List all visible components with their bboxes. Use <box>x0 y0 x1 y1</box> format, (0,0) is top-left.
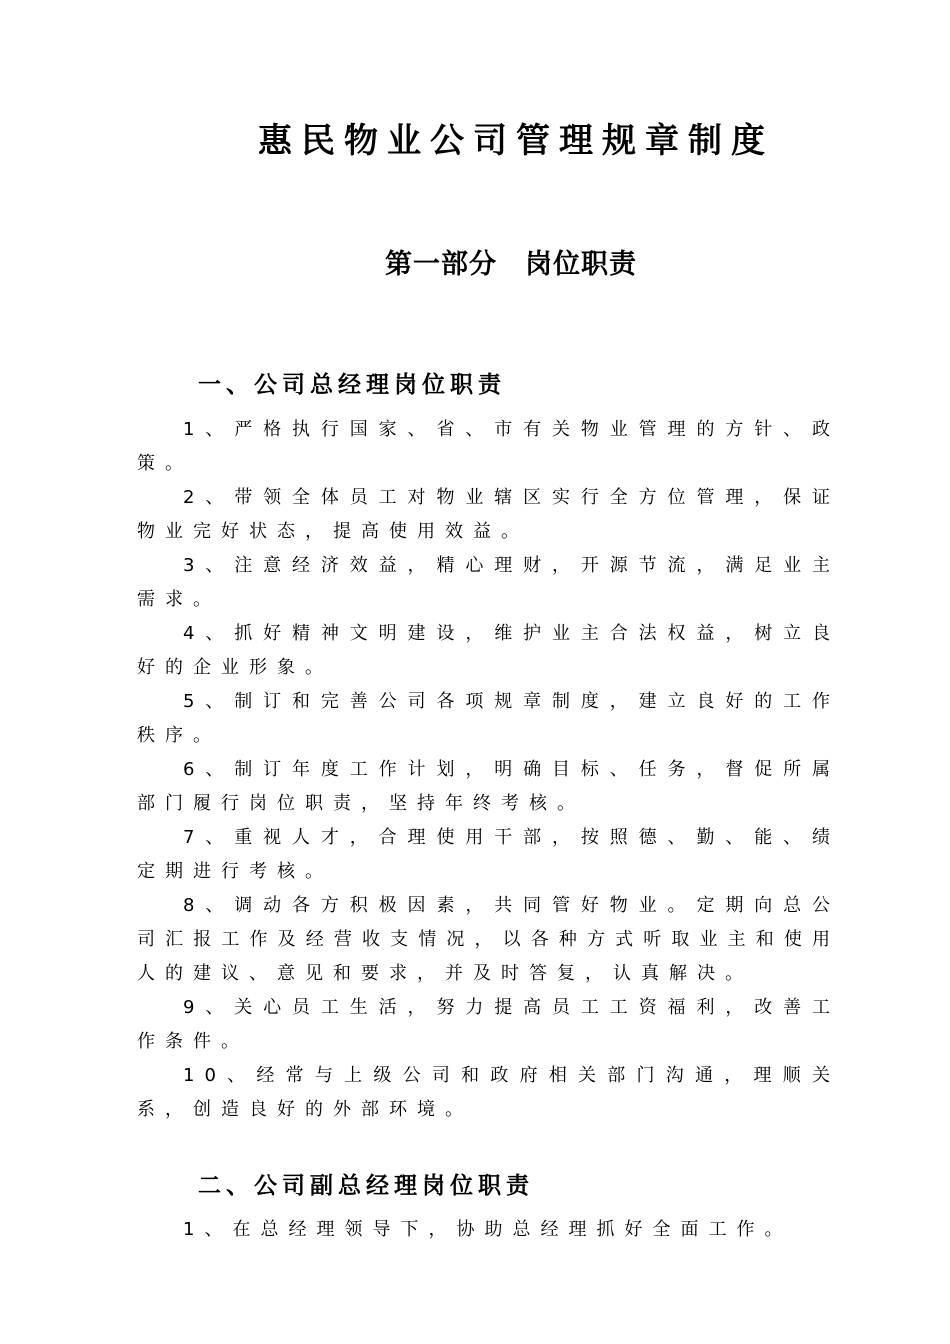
part-title: 第一部分 岗位职责 <box>385 249 637 280</box>
duty-item: 9、关心员工生活，努力提高员工工资福利，改善工作条件。 <box>137 997 840 1052</box>
section-body-general-manager <box>137 413 840 1127</box>
section-heading-general-manager: 一、公司总经理岗位职责 <box>198 372 506 398</box>
duty-item: 3、注意经济效益，精心理财，开源节流，满足业主需求。 <box>137 555 840 610</box>
duty-item: 5、制订和完善公司各项规章制度，建立良好的工作秩序。 <box>137 691 840 746</box>
duty-item: 2、带领全体员工对物业辖区实行全方位管理，保证物业完好状态，提高使用效益。 <box>137 487 840 542</box>
document-title: 惠民物业公司管理规章制度 <box>258 121 774 161</box>
duty-item: 1、严格执行国家、省、市有关物业管理的方针、政策。 <box>137 419 840 474</box>
duty-item: 6、制订年度工作计划，明确目标、任务，督促所属部门履行岗位职责，坚持年终考核。 <box>137 759 840 814</box>
duty-item: 4、抓好精神文明建设，维护业主合法权益，树立良好的企业形象。 <box>137 623 840 678</box>
duty-item: 1、在总经理领导下，协助总经理抓好全面工作。 <box>183 1219 793 1240</box>
duty-item: 7、重视人才，合理使用干部，按照德、勤、能、绩定期进行考核。 <box>137 827 840 882</box>
duty-item: 10、经常与上级公司和政府相关部门沟通，理顺关系，创造良好的外部环境。 <box>137 1065 840 1120</box>
section-heading-deputy-manager: 二、公司副总经理岗位职责 <box>198 1173 534 1199</box>
duty-item: 8、调动各方积极因素，共同管好物业。定期向总公司汇报工作及经营收支情况，以各种方式听取业主和使用人的建议、意见和要求，并及时答复，认真解决。 <box>137 895 840 984</box>
section-body-deputy-manager <box>137 1213 840 1247</box>
